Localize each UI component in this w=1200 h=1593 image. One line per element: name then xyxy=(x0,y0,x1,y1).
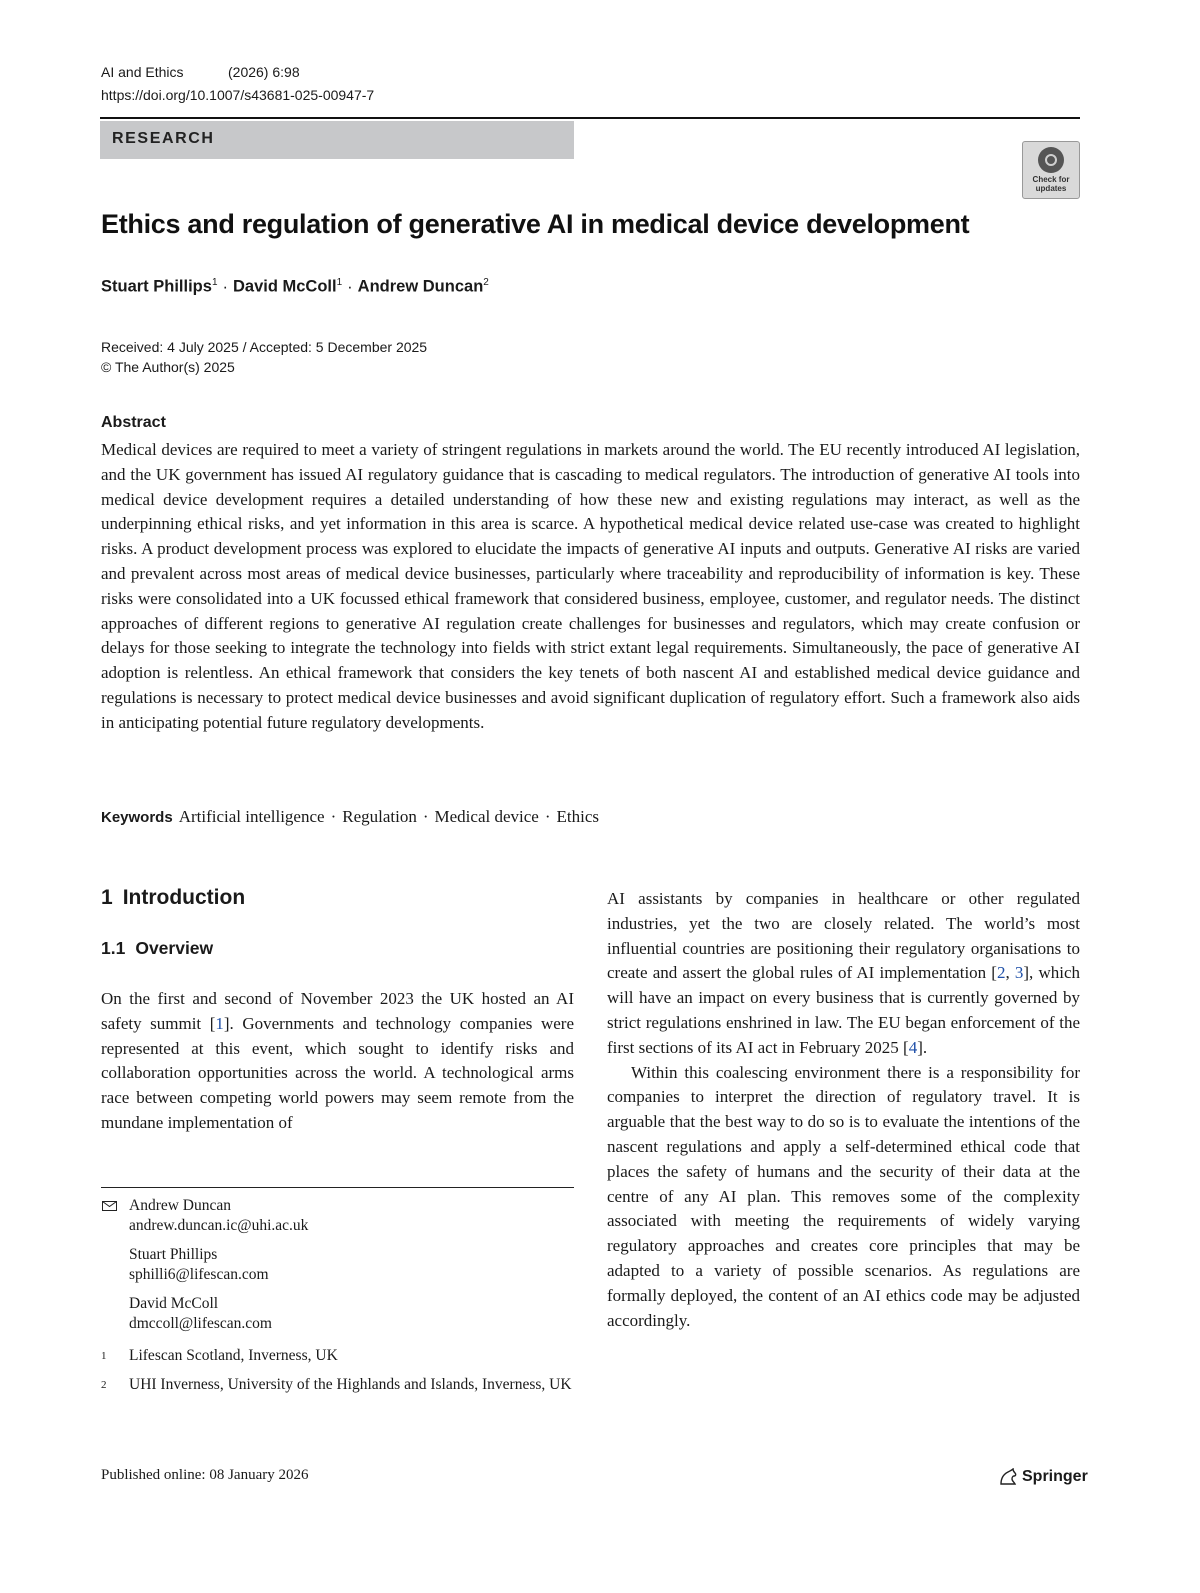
article-dates xyxy=(101,337,427,377)
springer-horse-icon xyxy=(998,1468,1018,1486)
corresponding-author xyxy=(101,1196,574,1236)
author-contact xyxy=(101,1245,574,1285)
footnote-rule xyxy=(101,1187,574,1188)
citation: (2026) 6:98 xyxy=(228,64,300,80)
separator: · xyxy=(422,807,429,826)
body-text: , xyxy=(1005,963,1015,983)
copyright: © The Author(s) 2025 xyxy=(101,359,235,375)
contact-email[interactable]: dmccoll@lifescan.com xyxy=(129,1315,272,1332)
body-paragraph xyxy=(101,987,574,1136)
affiliation-number xyxy=(101,1346,121,1372)
keywords xyxy=(101,807,599,827)
author-affiliation-mark: 1 xyxy=(211,277,218,288)
affiliation-text: Lifescan Scotland, Inverness, UK xyxy=(129,1347,338,1364)
author-affiliation-mark: 1 xyxy=(336,277,343,288)
contact-email[interactable]: sphilli6@lifescan.com xyxy=(129,1266,269,1283)
journal-citation xyxy=(101,64,300,80)
check-for-updates-label: Check for updates xyxy=(1032,175,1070,193)
affiliation-mark: 1 xyxy=(101,1350,107,1362)
article-title: Ethics and regulation of generative AI in medical device development xyxy=(101,209,970,239)
doi-link[interactable]: https://doi.org/10.1007/s43681-025-00947-7 xyxy=(101,87,375,103)
article-type-label: RESEARCH xyxy=(112,130,215,147)
separator: · xyxy=(544,807,551,826)
subsection-heading-overview xyxy=(101,938,213,959)
contact-name: Andrew Duncan xyxy=(129,1197,232,1214)
citation-link[interactable]: 3 xyxy=(1014,963,1024,983)
citation-link[interactable]: 4 xyxy=(908,1037,918,1057)
author-contact xyxy=(101,1294,574,1334)
keywords-label: Keywords xyxy=(101,809,173,826)
keyword: Regulation xyxy=(342,807,417,826)
article-type-bar xyxy=(100,121,574,159)
envelope-icon xyxy=(102,1201,117,1211)
separator: · xyxy=(347,277,353,296)
publisher-name: Springer xyxy=(1022,1468,1088,1485)
keyword: Artificial intelligence xyxy=(178,807,325,826)
keyword: Medical device xyxy=(434,807,539,826)
body-text: ], which will have an impact on every business that is currently governed by strict regulations enshrined in law. The EU began enforcement of the first sections of its AI act in February 2025 [ xyxy=(607,963,1080,1057)
contact-name: Stuart Phillips xyxy=(129,1246,218,1263)
body-paragraph xyxy=(607,887,1080,1061)
contact-email[interactable]: andrew.duncan.ic@uhi.ac.uk xyxy=(129,1217,309,1234)
abstract-text: Medical devices are required to meet a variety of stringent regulations in markets around the world. The EU recently introduced AI legislation, and the UK government has issued AI regulatory guidance that is cascading to medical regulators. The introduction of generative AI tools into medical device development requires a detailed understanding of how these new and existing regulations may interact, as well as the underpinning ethical risks, and yet information in this area is scarce. A hypothetical medical device related use-case was created to highlight risks. A product development process was explored to elucidate the impacts of generative AI inputs and outputs. Generative AI risks are varied and prevalent across most areas of medical device businesses, particularly where traceability and reproducibility of information is key. These risks were consolidated into a UK focussed ethical framework that considered business, employee, customer, and regulator needs. The distinct approaches of different regions to generative AI regulation create challenges for businesses and regulators, which may create confusion or delays for those seeking to integrate the technology into fields with strict extant legal requirements. Simultaneously, the pace of generative AI adoption is relentless. An ethical framework that considers the key tenets of both nascent AI and established medical device guidance and regulations is necessary to protect medical device businesses and avoid significant duplication of regulatory effort. Such a framework also aids in anticipating potential future regulatory developments. xyxy=(101,440,1080,732)
author-name[interactable]: Andrew Duncan xyxy=(357,277,484,296)
section-title: Introduction xyxy=(122,886,246,909)
affiliation-number xyxy=(101,1375,121,1401)
separator: · xyxy=(222,277,228,296)
section-number: 1.1 xyxy=(101,938,126,958)
keyword: Ethics xyxy=(556,807,599,826)
check-for-updates-button[interactable] xyxy=(1022,141,1080,199)
body-text: AI assistants by companies in healthcare or other regulated industries, yet the two are closely related. The world’s most influential countries are positioning their regulatory organisations to create and assert the global rules of AI implementation [ xyxy=(607,889,1080,983)
affiliation-mark: 2 xyxy=(101,1379,107,1391)
section-title: Overview xyxy=(135,938,214,958)
publisher-logo xyxy=(998,1468,1088,1486)
author-name[interactable]: Stuart Phillips xyxy=(101,277,212,296)
body-text: ]. xyxy=(917,1037,928,1057)
author-list xyxy=(101,277,489,297)
affiliation-text: UHI Inverness, University of the Highlands and Islands, Inverness, UK xyxy=(129,1376,572,1393)
citation-link[interactable]: 1 xyxy=(215,1013,224,1033)
section-heading-introduction xyxy=(101,886,245,910)
affiliation xyxy=(101,1346,574,1366)
abstract-heading: Abstract xyxy=(101,414,166,431)
body-column-right xyxy=(607,887,1080,1333)
footnotes xyxy=(101,1196,574,1404)
body-paragraph: Within this coalescing environment there is a responsibility for companies to interpret the direction of regulatory travel. It is arguable that the best way to do so is to evaluate the intentions of the nascent regulations and apply a self-determined ethical code that places the safety of humans and the security of their data at the centre of any AI plan. This removes some of the complexity associated with meeting the requirements of widely varying regulatory approaches and creates core principles that may be adapted to a variety of possible scenarios. As regulations are formally deployed, the content of an AI ethics code may be adjusted accordingly. xyxy=(607,1062,1080,1330)
journal-name: AI and Ethics xyxy=(101,64,184,80)
body-text: ]. Governments and technology companies were represented at this event, which sought to identify risks and collaboration opportunities across the world. A technological arms race between competing world powers may seem remote from the mundane implementation of xyxy=(101,1013,575,1132)
separator: · xyxy=(330,807,337,826)
body-text: On the first and second of November 2023 the UK hosted an AI safety summit [ xyxy=(101,989,574,1033)
received-accepted-dates: Received: 4 July 2025 / Accepted: 5 December 2025 xyxy=(101,339,428,355)
published-date: Published online: 08 January 2026 xyxy=(101,1467,309,1483)
author-name[interactable]: David McColl xyxy=(233,277,337,296)
section-number: 1 xyxy=(101,886,113,909)
contact-name: David McColl xyxy=(129,1295,219,1312)
author-affiliation-mark: 2 xyxy=(483,277,489,288)
update-icon xyxy=(1038,147,1064,173)
header-rule xyxy=(100,117,1080,119)
citation-link[interactable]: 2 xyxy=(996,963,1006,983)
affiliation xyxy=(101,1375,574,1395)
